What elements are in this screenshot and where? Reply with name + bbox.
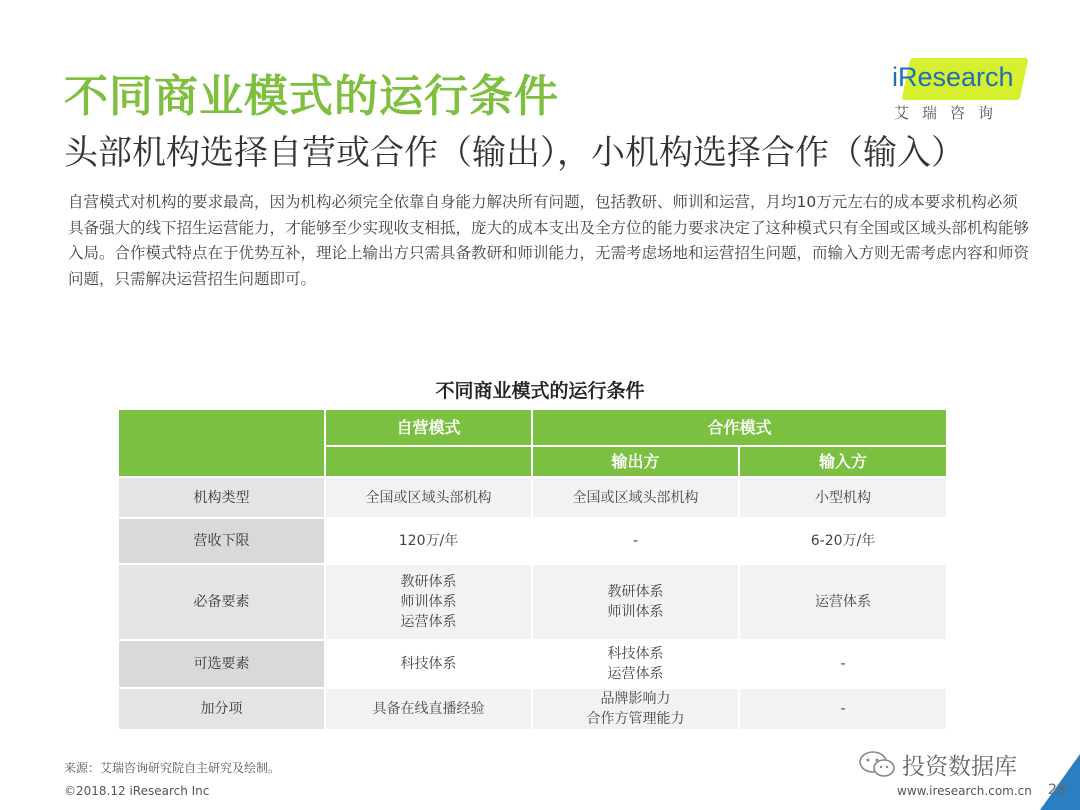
- slide-title: 不同商业模式的运行条件: [64, 71, 559, 122]
- header-output-side: 输出方: [532, 446, 739, 477]
- row-label: 必备要素: [118, 564, 325, 640]
- table-title: 不同商业模式的运行条件: [435, 380, 645, 402]
- copyright-text: ©2018.12 iResearch Inc: [64, 784, 210, 798]
- iresearch-logo: [888, 56, 1038, 126]
- cell-input: 小型机构: [739, 477, 947, 518]
- cell-output: 科技体系 运营体系: [532, 640, 739, 688]
- cell-output: 全国或区域头部机构: [532, 477, 739, 518]
- website-link[interactable]: www.iresearch.com.cn: [897, 784, 1032, 798]
- table-row: [118, 477, 947, 518]
- table-row: [118, 518, 947, 564]
- cell-self: 具备在线直播经验: [325, 688, 532, 730]
- row-label: 可选要素: [118, 640, 325, 688]
- wechat-watermark: [858, 748, 1054, 780]
- wechat-icon: [858, 749, 896, 779]
- header-cooperation: 合作模式: [532, 409, 947, 446]
- body-paragraph: 自营模式对机构的要求最高，因为机构必须完全依靠自身能力解决所有问题，包括教研、师训和运营，月均10万元左右的成本要求机构必须具备强大的线下招生运营能力，才能够至少实现收支相抵，庞大的成本支出及全方位的能力要求决定了这种模式只有全国或区域头部机构能够入局。合作模式特点在于优势互补，理论上输出方只需具备教研和师训能力，无需考虑场地和运营招生问题，而输入方则无需考虑内容和师资问题，只需解决运营招生问题即可。: [68, 193, 1030, 288]
- cell-output: 教研体系 师训体系: [532, 564, 739, 640]
- table-corner-cell: [118, 409, 325, 477]
- header-self-operated: 自营模式: [325, 409, 532, 446]
- table-row: [118, 564, 947, 640]
- watermark-text: 投资数据库: [902, 753, 1017, 780]
- row-label: 营收下限: [118, 518, 325, 564]
- cell-self: 科技体系: [325, 640, 532, 688]
- cell-output: 品牌影响力 合作方管理能力: [532, 688, 739, 730]
- cell-input: 运营体系: [739, 564, 947, 640]
- slide-subtitle: 头部机构选择自营或合作（输出），小机构选择合作（输入）: [64, 133, 965, 173]
- source-note: 来源：艾瑞咨询研究院自主研究及绘制。: [64, 761, 281, 775]
- logo-brand-text: iResearch: [892, 62, 1014, 92]
- header-self-blank: [325, 446, 532, 477]
- comparison-table: [117, 408, 948, 731]
- table-row: [118, 688, 947, 730]
- header-input-side: 输入方: [739, 446, 947, 477]
- cell-self: 120万/年: [325, 518, 532, 564]
- row-label: 加分项: [118, 688, 325, 730]
- cell-input: -: [739, 688, 947, 730]
- page-number: 28: [1048, 782, 1066, 798]
- cell-input: -: [739, 640, 947, 688]
- cell-input: 6-20万/年: [739, 518, 947, 564]
- table-row: [118, 640, 947, 688]
- row-label: 机构类型: [118, 477, 325, 518]
- cell-self: 全国或区域头部机构: [325, 477, 532, 518]
- cell-output: -: [532, 518, 739, 564]
- logo-cn-text: 艾瑞咨询: [894, 104, 1007, 122]
- cell-self: 教研体系 师训体系 运营体系: [325, 564, 532, 640]
